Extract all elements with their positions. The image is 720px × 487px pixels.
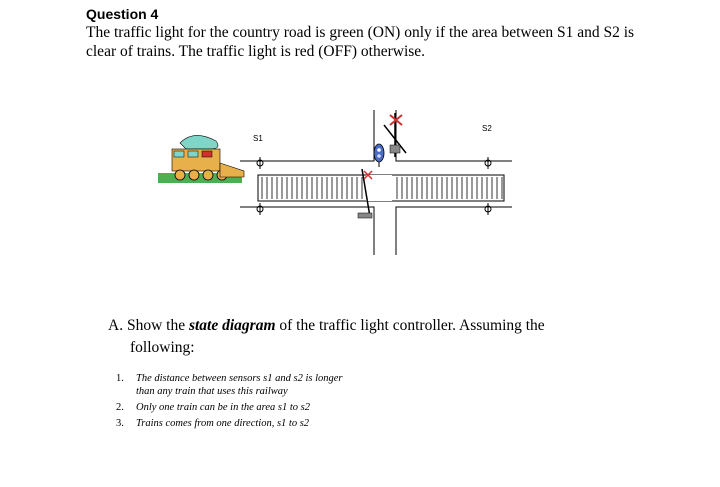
list-item [116,401,343,414]
list-item-text-continued: than any train that uses this railway [136,386,288,397]
sensor-s2-label: S2 [482,124,492,133]
railway-track [258,175,504,201]
part-a-prompt [108,315,668,359]
sensor-s1-label: S1 [253,134,263,143]
part-a-continuation: following: [130,339,195,356]
crossing-sign-icon [384,113,406,157]
part-a-prefix: A. Show the [108,317,189,334]
assumptions-list [116,372,343,430]
sensor-s2 [485,157,491,215]
list-item [116,372,343,398]
list-item-text: The distance between sensors s1 and s2 is longer [136,373,343,384]
list-item-number: 3. [116,418,124,429]
train-icon [158,135,244,183]
list-item [116,417,343,430]
question-text: The traffic light for the country road is green (ON) only if the area between S1 and S2 is clear of trains. The traffic light is red (OFF) otherwise. [86,24,635,60]
list-item-text: Only one train can be in the area s1 to s2 [136,402,311,413]
part-a-suffix: of the traffic light controller. Assuming the [275,317,545,334]
list-item-text: Trains comes from one direction, s1 to s2 [136,418,310,429]
list-item-number: 2. [116,402,124,413]
traffic-light-icon [374,144,384,167]
part-a-emphasis: state diagram [188,317,276,334]
question-title: Question 4 [86,6,159,22]
railway-crossing-diagram [150,105,530,265]
list-item-number: 1. [116,373,124,384]
